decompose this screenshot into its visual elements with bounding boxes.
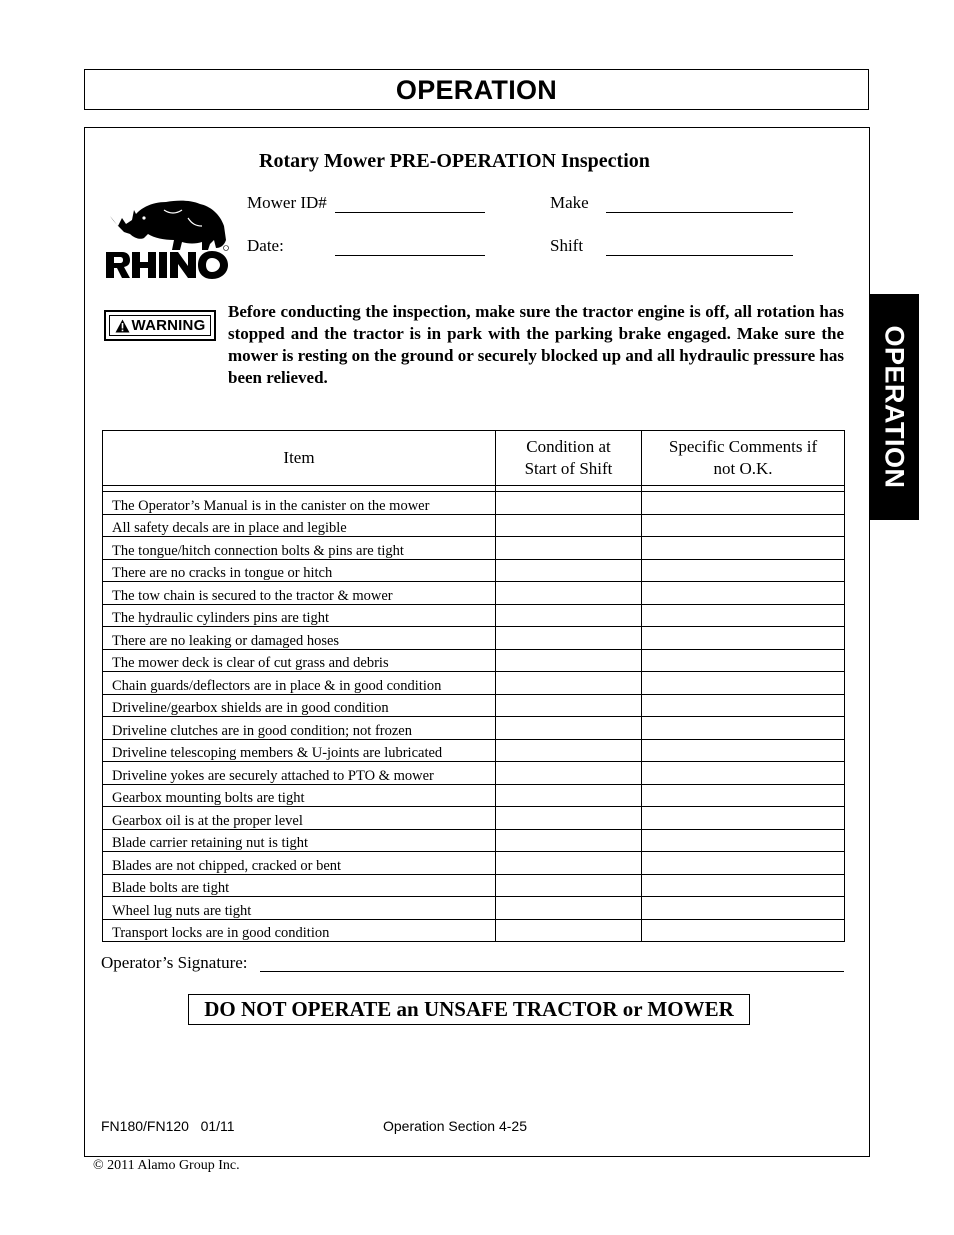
- item-cell: The mower deck is clear of cut grass and debris: [103, 649, 496, 672]
- item-cell: Blades are not chipped, cracked or bent: [103, 852, 496, 875]
- footer-section: Operation Section 4-25: [383, 1118, 527, 1134]
- copyright: © 2011 Alamo Group Inc.: [93, 1158, 240, 1173]
- table-row: [103, 627, 845, 650]
- warning-triangle-icon: [115, 319, 130, 333]
- table-row: [103, 717, 845, 740]
- condition-cell[interactable]: [496, 739, 642, 762]
- table-row: [103, 492, 845, 515]
- table-row: [103, 897, 845, 920]
- item-cell: There are no leaking or damaged hoses: [103, 627, 496, 650]
- comments-cell[interactable]: [642, 739, 845, 762]
- comments-cell[interactable]: [642, 627, 845, 650]
- table-row: [103, 739, 845, 762]
- condition-cell[interactable]: [496, 627, 642, 650]
- item-cell: Driveline/gearbox shields are in good condition: [103, 694, 496, 717]
- table-row: [103, 694, 845, 717]
- page-title: OPERATION: [395, 75, 558, 105]
- form-title: Rotary Mower PRE-OPERATION Inspection: [259, 150, 650, 172]
- mower-id-label: Mower ID#: [247, 193, 327, 212]
- table-row: [103, 514, 845, 537]
- warning-badge: [104, 310, 216, 341]
- condition-cell[interactable]: [496, 514, 642, 537]
- column-header-item: Item: [103, 431, 496, 486]
- item-cell: All safety decals are in place and legible: [103, 514, 496, 537]
- condition-cell[interactable]: [496, 604, 642, 627]
- condition-cell[interactable]: [496, 762, 642, 785]
- column-header-comments: Specific Comments if not O.K.: [642, 431, 845, 486]
- warning-badge-label: WARNING: [131, 317, 206, 334]
- date-label: Date:: [247, 236, 284, 255]
- condition-cell[interactable]: [496, 582, 642, 605]
- column-header-condition: Condition at Start of Shift: [496, 431, 642, 486]
- safety-notice: DO NOT OPERATE an UNSAFE TRACTOR or MOWER: [188, 994, 750, 1025]
- rhino-logo: [104, 196, 234, 280]
- inspection-table: [102, 430, 845, 942]
- condition-cell[interactable]: [496, 649, 642, 672]
- condition-cell[interactable]: [496, 829, 642, 852]
- table-row: [103, 919, 845, 942]
- signature-label: Operator’s Signature:: [101, 953, 248, 972]
- table-header-row: [103, 431, 845, 486]
- comments-cell[interactable]: [642, 537, 845, 560]
- footer-model: FN180/FN120 01/11: [101, 1118, 235, 1134]
- table-row: [103, 829, 845, 852]
- item-cell: Driveline telescoping members & U-joints are lubricated: [103, 739, 496, 762]
- comments-cell[interactable]: [642, 604, 845, 627]
- comments-cell[interactable]: [642, 852, 845, 875]
- comments-cell[interactable]: [642, 672, 845, 695]
- condition-cell[interactable]: [496, 784, 642, 807]
- table-row: [103, 874, 845, 897]
- comments-cell[interactable]: [642, 874, 845, 897]
- item-cell: Blade bolts are tight: [103, 874, 496, 897]
- item-cell: Driveline yokes are securely attached to PTO & mower: [103, 762, 496, 785]
- condition-cell[interactable]: [496, 852, 642, 875]
- condition-cell[interactable]: [496, 694, 642, 717]
- condition-cell[interactable]: [496, 492, 642, 515]
- comments-cell[interactable]: [642, 514, 845, 537]
- table-row: [103, 537, 845, 560]
- condition-cell[interactable]: [496, 807, 642, 830]
- shift-field[interactable]: [606, 255, 793, 256]
- item-cell: The Operator’s Manual is in the canister on the mower: [103, 492, 496, 515]
- table-row: [103, 559, 845, 582]
- comments-cell[interactable]: [642, 829, 845, 852]
- comments-cell[interactable]: [642, 919, 845, 942]
- make-label: Make: [550, 193, 589, 212]
- comments-cell[interactable]: [642, 784, 845, 807]
- comments-cell[interactable]: [642, 762, 845, 785]
- item-cell: Wheel lug nuts are tight: [103, 897, 496, 920]
- item-cell: Chain guards/deflectors are in place & in good condition: [103, 672, 496, 695]
- table-row: [103, 852, 845, 875]
- item-cell: The hydraulic cylinders pins are tight: [103, 604, 496, 627]
- comments-cell[interactable]: [642, 559, 845, 582]
- item-cell: There are no cracks in tongue or hitch: [103, 559, 496, 582]
- table-row: [103, 672, 845, 695]
- condition-cell[interactable]: [496, 672, 642, 695]
- item-cell: Gearbox mounting bolts are tight: [103, 784, 496, 807]
- item-cell: Blade carrier retaining nut is tight: [103, 829, 496, 852]
- comments-cell[interactable]: [642, 717, 845, 740]
- condition-cell[interactable]: [496, 874, 642, 897]
- table-row: [103, 604, 845, 627]
- signature-field[interactable]: [260, 971, 844, 972]
- side-section-tab: [869, 294, 919, 520]
- table-row: [103, 649, 845, 672]
- comments-cell[interactable]: [642, 649, 845, 672]
- warning-text: Before conducting the inspection, make sure the tractor engine is off, all rotation has stopped and the tractor is in park with the parking brake engaged. Make sure the mower is resting on the ground or securely blocked up and all hydraulic pressure has been relieved.: [228, 302, 844, 387]
- condition-cell[interactable]: [496, 897, 642, 920]
- table-row: [103, 807, 845, 830]
- item-cell: Driveline clutches are in good condition; not frozen: [103, 717, 496, 740]
- warning-badge-inner: [109, 315, 211, 336]
- item-cell: Transport locks are in good condition: [103, 919, 496, 942]
- make-field[interactable]: [606, 212, 793, 213]
- table-row: [103, 762, 845, 785]
- table-row: [103, 582, 845, 605]
- condition-cell[interactable]: [496, 919, 642, 942]
- comments-cell[interactable]: [642, 492, 845, 515]
- item-cell: The tow chain is secured to the tractor & mower: [103, 582, 496, 605]
- mower-id-field[interactable]: [335, 212, 485, 213]
- date-field[interactable]: [335, 255, 485, 256]
- table-row: [103, 784, 845, 807]
- side-tab-label: OPERATION: [879, 325, 910, 489]
- condition-cell[interactable]: [496, 717, 642, 740]
- comments-cell[interactable]: [642, 582, 845, 605]
- comments-cell[interactable]: [642, 897, 845, 920]
- item-cell: The tongue/hitch connection bolts & pins are tight: [103, 537, 496, 560]
- comments-cell[interactable]: [642, 694, 845, 717]
- condition-cell[interactable]: [496, 537, 642, 560]
- condition-cell[interactable]: [496, 559, 642, 582]
- item-cell: Gearbox oil is at the proper level: [103, 807, 496, 830]
- shift-label: Shift: [550, 236, 584, 255]
- comments-cell[interactable]: [642, 807, 845, 830]
- rhino-logo-icon: [104, 196, 234, 280]
- table-body: [103, 486, 845, 942]
